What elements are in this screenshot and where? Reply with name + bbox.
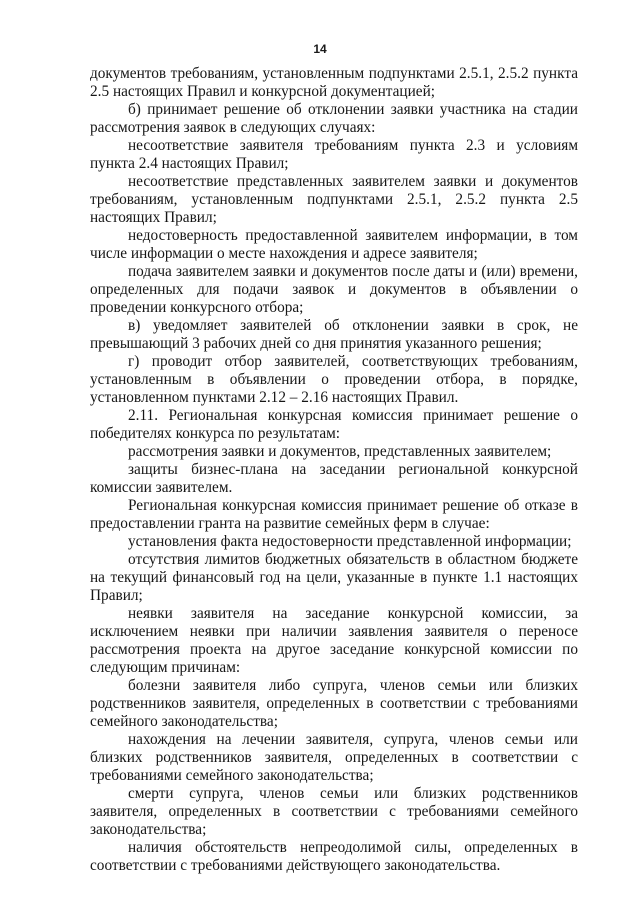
paragraph-reason-illness: болезни заявителя либо супруга, членов семьи или близких родственников заявителя, определенных в соответствии с требованиями семейного законодательства; [90,677,578,730]
paragraph-result-1: рассмотрения заявки и документов, представленных заявителем; [128,443,552,460]
paragraph-refusal-2: отсутствия лимитов бюджетных обязательств в областном бюджете на текущий финансовый год на цели, указанные в пункте 1.1 настоящих Правил; [90,551,578,604]
paragraph-reason-1: несоответствие заявителя требованиям пункта 2.3 и условиям пункта 2.4 настоящих Правил; [90,137,578,172]
paragraph-result-2: защиты бизнес-плана на заседании региональной конкурсной комиссии заявителем. [90,461,578,496]
paragraph-item-b: б) принимает решение об отклонении заявки участника на стадии рассмотрения заявок в следующих случаях: [90,101,578,136]
body-text [90,65,578,875]
paragraph-refusal-1: установления факта недостоверности представленной информации; [128,533,572,550]
page-number: 14 [313,42,327,56]
paragraph-refusal-intro: Региональная конкурсная комиссия принимает решение об отказе в предоставлении гранта на развитие семейных ферм в случае: [90,497,578,532]
paragraph-reason-force-majeure: наличия обстоятельств непреодолимой силы, определенных в соответствии с требованиями действующего законодательства. [90,839,578,874]
paragraph-reason-death: смерти супруга, членов семьи или близких родственников заявителя, определенных в соответствии с требованиями семейного законодательства; [90,785,578,838]
paragraph-clause-2-11: 2.11. Региональная конкурсная комиссия принимает решение о победителях конкурса по результатам: [90,407,578,442]
paragraph-reason-4: подача заявителем заявки и документов после даты и (или) времени, определенных для подачи заявок и документов в объявлении о проведении конкурсного отбора; [90,263,578,316]
paragraph-continuation: документов требованиям, установленным подпунктами 2.5.1, 2.5.2 пункта 2.5 настоящих Правил и конкурсной документацией; [90,65,578,100]
paragraph-reason-2: несоответствие представленных заявителем заявки и документов требованиям, установленным подпунктами 2.5.1, 2.5.2 пункта 2.5 настоящих Правил; [90,173,578,226]
paragraph-reason-treatment: нахождения на лечении заявителя, супруга, членов семьи или близких родственников заявителя, определенных в соответствии с требованиями семейного законодательства; [90,731,578,784]
paragraph-refusal-3: неявки заявителя на заседание конкурсной комиссии, за исключением неявки при наличии заявления заявителя о переносе рассмотрения проекта на другое заседание конкурсной комиссии по следующим причинам: [90,605,578,676]
paragraph-item-g: г) проводит отбор заявителей, соответствующих требованиям, установленным в объявлении о проведении отбора, в порядке, установленном пунктами 2.12 – 2.16 настоящих Правил. [90,353,578,406]
paragraph-reason-3: недостоверность предоставленной заявителем информации, в том числе информации о месте нахождения и адресе заявителя; [90,227,578,262]
paragraph-item-v: в) уведомляет заявителей об отклонении заявки в срок, не превышающий 3 рабочих дней со дня принятия указанного решения; [90,317,578,352]
